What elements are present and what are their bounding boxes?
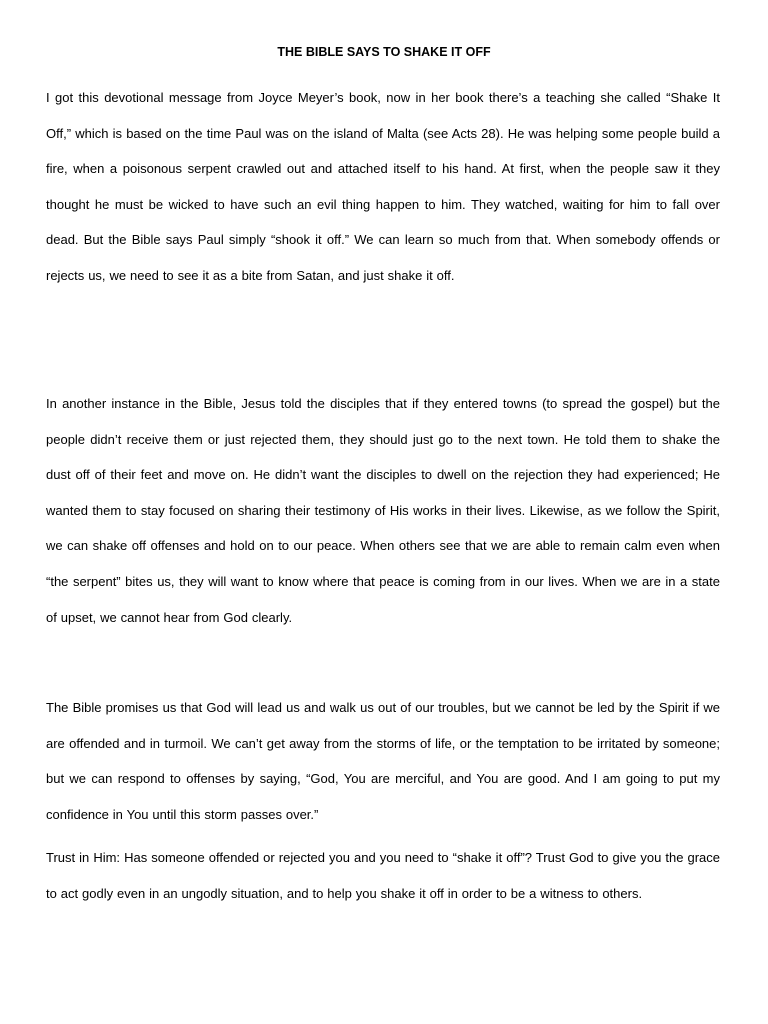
paragraph-1: I got this devotional message from Joyce Meyer’s book, now in her book there’s a teaching she called “Shake It Off,” which is based on the time Paul was on the island of Malta (see Acts 28). He was helping some people build a fire, when a poisonous serpent crawled out and attached itself to his hand. At first, when the people saw it they thought he must be wicked to have such an evil thing happen to him. They watched, waiting for him to fall over dead. But the Bible says Paul simply “shook it off.” We can learn so much from that. When somebody offends or rejects us, we need to see it as a bite from Satan, and just shake it off.	[46, 90, 720, 283]
paragraph-4: Trust in Him: Has someone offended or rejected you and you need to “shake it off”? Trust God to give you the grace to act godly even in an ungodly situation, and to help you shake it off in order to be a witness to others.	[46, 850, 720, 901]
document-title: THE BIBLE SAYS TO SHAKE IT OFF	[277, 45, 491, 59]
paragraph-2: In another instance in the Bible, Jesus told the disciples that if they entered towns (to spread the gospel) but the people didn’t receive them or just rejected them, they should just go to the next town. He told them to shake the dust off of their feet and move on. He didn’t want the disciples to dwell on the rejection they had experienced; He wanted them to stay focused on sharing their testimony of His works in their lives. Likewise, as we follow the Spirit, we can shake off offenses and hold on to our peace. When others see that we are able to remain calm even when “the serpent” bites us, they will want to know where that peace is coming from in our lives. When we are in a state of upset, we cannot hear from God clearly.	[46, 396, 720, 625]
paragraph-3: The Bible promises us that God will lead us and walk us out of our troubles, but we cannot be led by the Spirit if we are offended and in turmoil. We can’t get away from the storms of life, or the temptation to be irritated by someone; but we can respond to offenses by saying, “God, You are merciful, and You are good. And I am going to put my confidence in You until this storm passes over.”	[46, 700, 720, 822]
